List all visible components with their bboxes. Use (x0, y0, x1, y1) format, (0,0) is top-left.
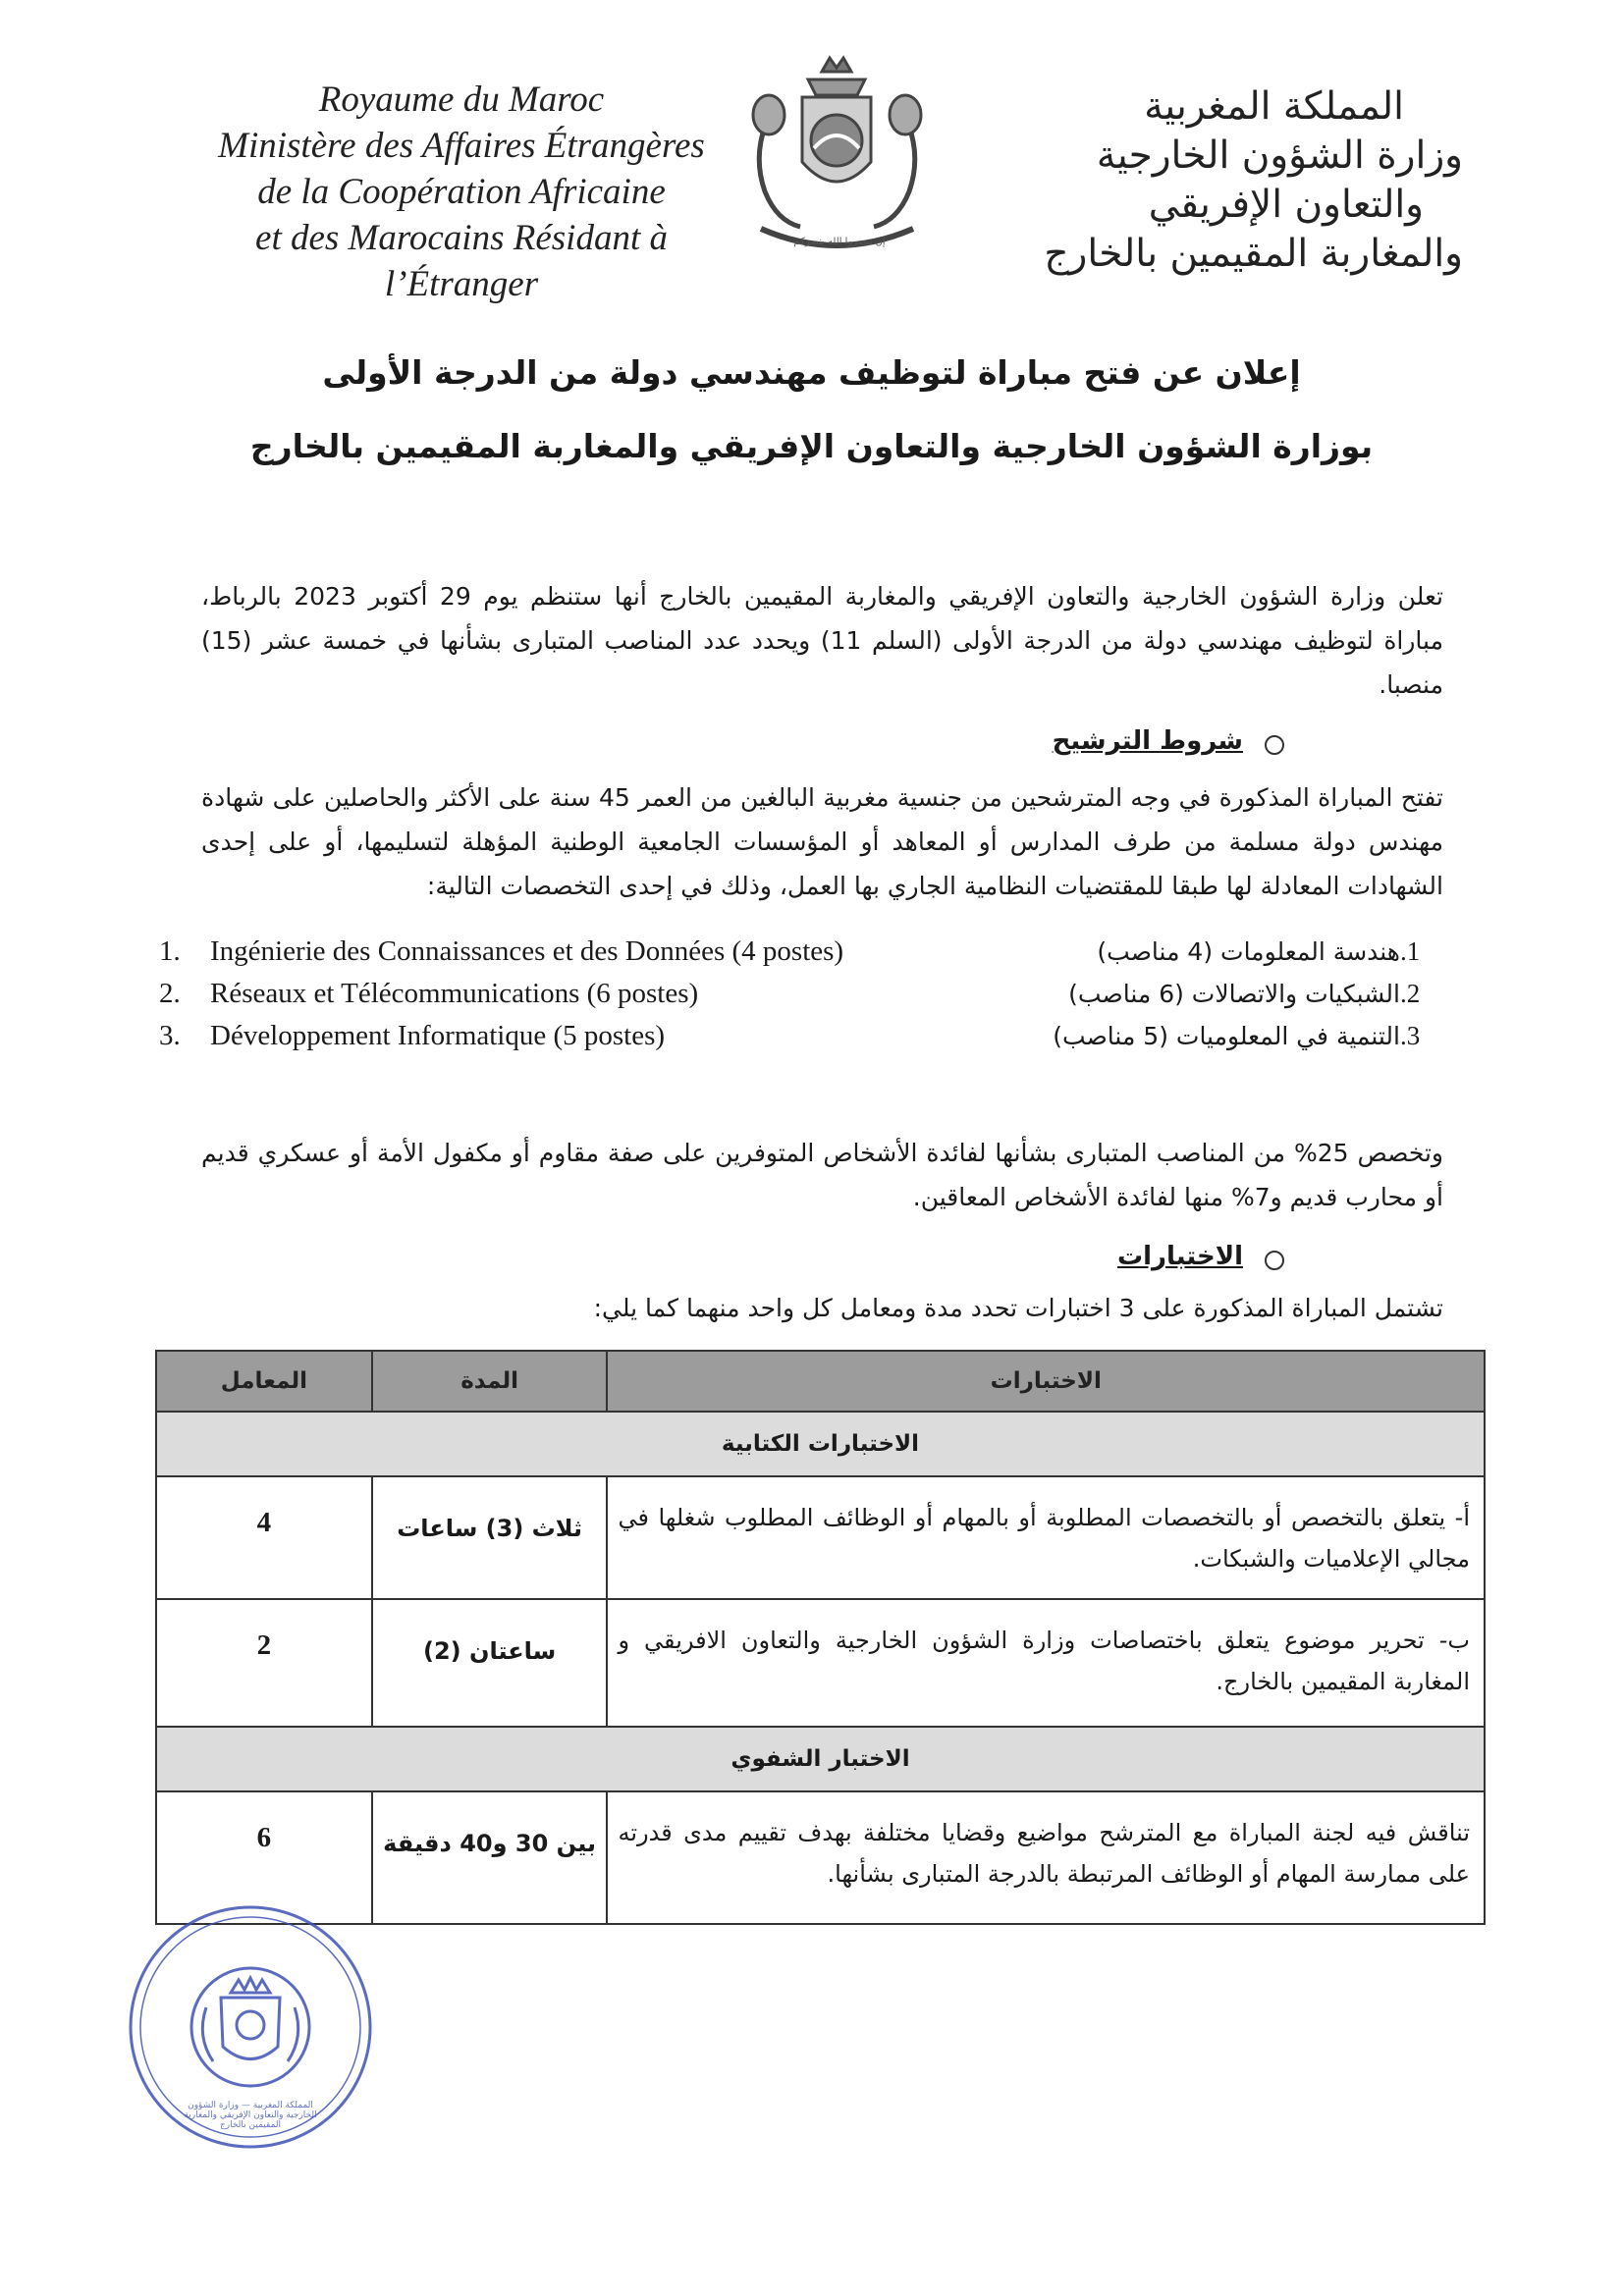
list-item (159, 1015, 945, 1057)
exam-duration: ثلاث (3) ساعات (372, 1476, 608, 1599)
header-fr-line: de la Coopération Africaine (257, 172, 666, 212)
exam-coefficient: 4 (156, 1476, 372, 1599)
exam-description: ب- تحرير موضوع يتعلق باختصاصات وزارة الشؤون الخارجية والتعاون الافريقي و المغاربة المقيمين بالخارج. (607, 1599, 1485, 1727)
header-fr-line: Royaume du Maroc (318, 80, 605, 120)
page-title: إعلان عن فتح مباراة لتوظيف مهندسي دولة من الدرجة الأولى (322, 353, 1301, 392)
column-header-duration: المدة (372, 1351, 608, 1412)
list-item (159, 931, 945, 973)
list-item-label: الشبكيات والاتصالات (6 مناصب) (1068, 980, 1400, 1008)
exam-duration: بين 30 و40 دقيقة (372, 1791, 608, 1924)
stamp-text: المملكة المغربية — وزارة الشؤون الخارجية والتعاون الإفريقي والمغاربة المقيمين بالخارج (184, 2101, 317, 2130)
list-item-label: Réseaux et Télécommunications (6 postes) (210, 978, 699, 1009)
list-item-label: Développement Informatique (5 postes) (210, 1020, 666, 1051)
bullet-icon (1265, 735, 1284, 755)
exam-coefficient: 2 (156, 1599, 372, 1727)
list-item-number: 2. (159, 978, 181, 1009)
exam-description: أ- يتعلق بالتخصص أو بالتخصصات المطلوبة أو بالمهام أو الوظائف المطلوب شغلها في مجالي الإعلاميات والشبكات. (607, 1476, 1485, 1599)
intro-paragraph: تعلن وزارة الشؤون الخارجية والتعاون الإفريقي والمغاربة المقيمين بالخارج أنها ستنظم يوم 29 أكتوبر 2023 بالرباط، مباراة لتوظيف مهندسي دولة من الدرجة الأولى (السلم 11) ويحدد عدد المناصب المتبارى بشأنها في خمسة عشر (15) منصبا. (201, 582, 1444, 699)
list-item-number: 2. (1400, 979, 1421, 1008)
exams-heading (793, 1242, 1284, 1271)
list-item-number: 1. (159, 935, 181, 967)
header-ar-line: والتعاون الإفريقي (1148, 183, 1424, 227)
list-item-label: Ingénierie des Connaissances et des Données (4 postes) (210, 935, 844, 967)
conditions-heading-text: شروط الترشيح (1052, 726, 1243, 756)
list-item-label: التنمية في المعلوميات (5 مناصب) (1053, 1022, 1400, 1050)
quota-paragraph: وتخصص 25% من المناصب المتبارى بشأنها لفائدة الأشخاص المتوفرين على صفة مقاوم أو مكفول الأمة أو عسكري قديم أو محارب قديم و7% منها لفائدة الأشخاص المعاقين. (201, 1139, 1443, 1211)
group-written-label: الاختبارات الكتابية (156, 1412, 1485, 1476)
header-fr (187, 77, 736, 307)
list-item (159, 973, 945, 1015)
specialties-fr-list (159, 931, 945, 1057)
list-item (982, 931, 1443, 973)
conditions-paragraph: تفتح المباراة المذكورة في وجه المترشحين من جنسية مغربية البالغين من العمر 45 سنة على الأكثر والحاصلين على شهادة مهندس دولة مسلمة من طرف المدارس أو المعاهد أو المؤسسات الجامعية الوطنية المؤهلة لتسليمها، أو على إحدى الشهادات المعادلة لها طبقا للمقتضيات النظامية الجاري بها العمل، وذلك في إحدى التخصصات التالية: (201, 783, 1443, 900)
list-item-number: 3. (159, 1020, 181, 1051)
list-item-number: 1. (1400, 936, 1421, 966)
table-group-row (156, 1727, 1485, 1791)
table-row (156, 1476, 1485, 1599)
official-stamp (123, 1899, 378, 2155)
header-fr-line: Ministère des Affaires Étrangères (218, 126, 705, 166)
list-item-label: هندسة المعلومات (4 مناصب) (1097, 937, 1400, 966)
header-ar-line: المملكة المغربية (1144, 84, 1404, 129)
bullet-icon (1265, 1251, 1284, 1270)
exams-intro: تشتمل المباراة المذكورة على 3 اختبارات تحدد مدة ومعامل كل واحد منهما كما يلي: (593, 1294, 1443, 1322)
table-row (156, 1599, 1485, 1727)
conditions-heading (793, 726, 1284, 756)
specialties-ar-list (982, 931, 1443, 1057)
column-header-coefficient: المعامل (156, 1351, 372, 1412)
exams-table (155, 1350, 1486, 1925)
list-item (982, 1015, 1443, 1057)
header-fr-line: et des Marocains Résidant à l’Étranger (255, 218, 668, 304)
table-group-row (156, 1412, 1485, 1476)
royal-emblem (731, 54, 943, 265)
exams-heading-text: الاختبارات (1116, 1242, 1243, 1271)
page-subtitle: بوزارة الشؤون الخارجية والتعاون الإفريقي والمغاربة المقيمين بالخارج (249, 427, 1374, 465)
header-ar-line: وزارة الشؤون الخارجية (1096, 133, 1463, 178)
exam-duration: ساعتان (2) (372, 1599, 608, 1727)
header-ar (1041, 82, 1463, 279)
group-oral-label: الاختبار الشفوي (156, 1727, 1485, 1791)
exam-description: تناقش فيه لجنة المباراة مع المترشح مواضيع وقضايا مختلفة بهدف تقييم مدى قدرته على ممارسة المهام أو الوظائف المرتبطة بالدرجة المتبارى بشأنها. (607, 1791, 1485, 1924)
list-item (982, 973, 1443, 1015)
emblem-motto: إن تنصروا الله ينصركم (793, 237, 886, 247)
table-header-row (156, 1351, 1485, 1412)
list-item-number: 3. (1400, 1021, 1421, 1050)
header-ar-line: والمغاربة المقيمين بالخارج (1044, 232, 1463, 276)
exam-coefficient: 6 (156, 1791, 372, 1924)
column-header-exams: الاختبارات (607, 1351, 1485, 1412)
